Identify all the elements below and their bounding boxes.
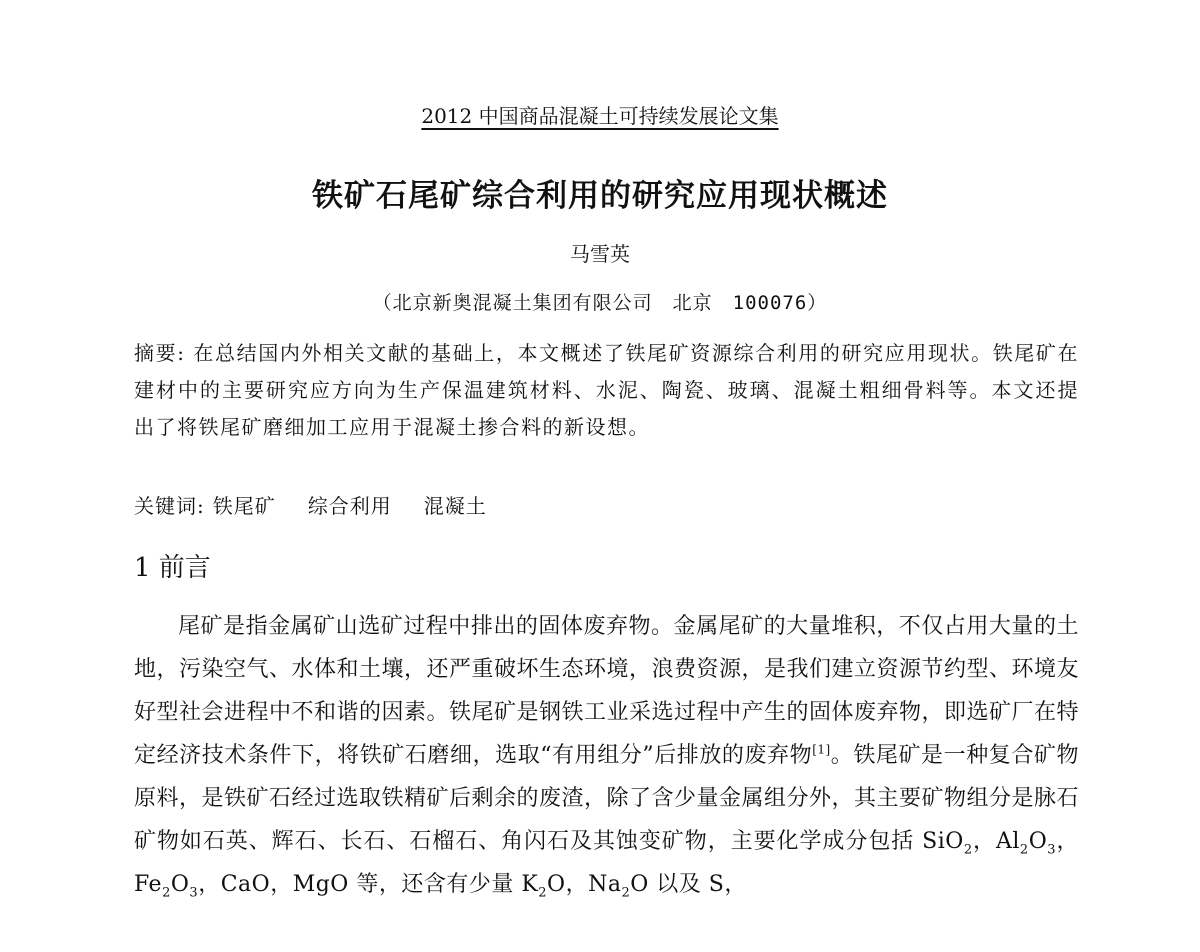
formula-text: O	[1028, 829, 1048, 854]
keywords	[134, 490, 487, 519]
formula-subscript: 2	[162, 885, 171, 901]
formula-text: ，CaO，MgO 等，还含有少量 K	[198, 872, 539, 897]
formula-text: ，Fe	[134, 829, 1079, 897]
formula-subscript: 2	[1019, 842, 1029, 858]
formula-text: O 以及 S，	[630, 872, 747, 897]
running-header: 2012 中国商品混凝土可持续发展论文集	[421, 104, 779, 128]
paper-title: 铁矿石尾矿综合利用的研究应用现状概述	[312, 178, 888, 214]
body-paragraph	[134, 605, 1079, 906]
formula-subscript: 3	[1047, 842, 1057, 858]
formula-text: O，Na	[547, 872, 622, 897]
paragraph-text: 。铁尾矿是一种复合矿物原料，是铁矿石经过选取铁精矿后剩余的废渣，除了含少量金属组分外，其主要矿物组分是脉石矿物如石英、辉石、长石、石榴石、角闪石及其蚀变矿物，主要化学成分包括 SiO	[134, 743, 1080, 854]
formula-subscript: 2	[963, 842, 973, 858]
paragraph-text: 尾矿是指金属矿山选矿过程中排出的固体废弃物。金属尾矿的大量堆积，不仅占用大量的土地，污染空气、水体和土壤，还严重破坏生态环境，浪费资源，是我们建立资源节约型、环境友好型社会进程中不和谐的因素。铁尾矿是钢铁工业采选过程中产生的固体废弃物，即选矿厂在特定经济技术条件下，将铁矿石磨细，选取“有用组分”后排放的废弃物	[134, 614, 1080, 768]
formula-subscript: 2	[538, 885, 548, 901]
formula-subscript: 3	[189, 885, 199, 901]
keywords-label: 关键词:	[134, 494, 205, 518]
formula-text: ，Al	[972, 829, 1020, 854]
keyword-item: 混凝土	[423, 494, 487, 518]
keyword-item: 铁尾矿	[212, 494, 276, 518]
formula-text: O	[170, 872, 190, 897]
abstract	[134, 335, 1079, 446]
abstract-text: 在总结国内外相关文献的基础上，本文概述了铁尾矿资源综合利用的研究应用现状。铁尾矿在建材中的主要研究应方向为生产保温建筑材料、水泥、陶瓷、玻璃、混凝土粗细骨料等。本文还提出了将铁尾矿磨细加工应用于混凝土掺合料的新设想。	[134, 341, 1079, 439]
author-name: 马雪英	[570, 242, 630, 266]
citation-ref: [1]	[812, 742, 831, 757]
formula-subscript: 2	[621, 885, 631, 901]
keyword-item: 综合利用	[307, 494, 392, 518]
abstract-label: 摘要:	[134, 341, 186, 365]
author-affiliation: （北京新奥混凝土集团有限公司 北京 100076）	[372, 292, 828, 314]
section-heading: 1 前言	[134, 553, 211, 583]
